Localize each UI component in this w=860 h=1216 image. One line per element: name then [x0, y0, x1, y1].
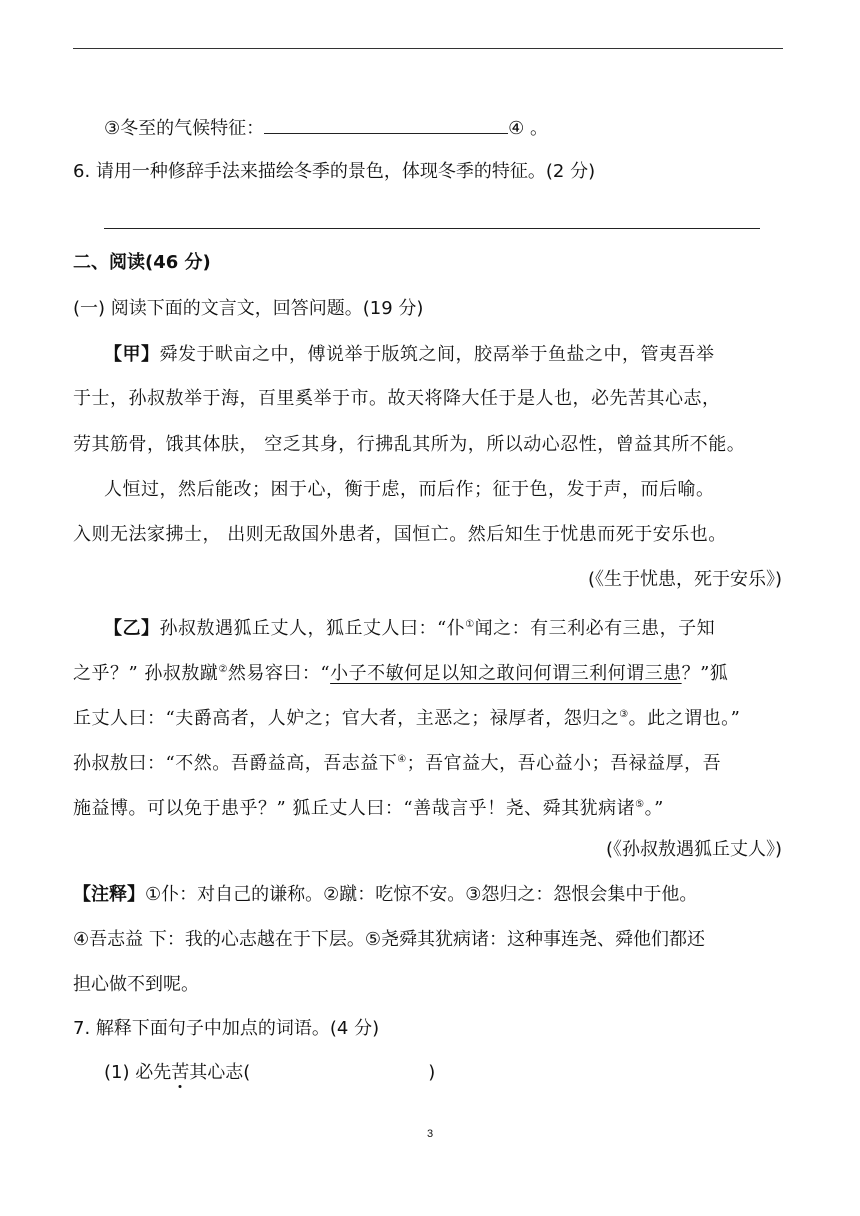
- jia-line-5: 入则无法家拂士， 出则无敌国外患者，国恒亡。然后知生于忧患而死于安乐也。: [73, 524, 727, 545]
- section-heading: 二、阅读(46 分): [73, 252, 211, 273]
- q5-item3: ③冬至的气候特征： ④ 。: [104, 115, 548, 142]
- yi-source: (《孙叔敖遇狐丘丈人》): [605, 839, 782, 860]
- underlined-sentence: 小子不敏何足以知之敢问何谓三利何谓三患: [330, 663, 682, 684]
- question-7: 7. 解释下面句子中加点的词语。(4 分): [73, 1018, 380, 1039]
- yi-line-1: 【乙】孙叔敖遇狐丘丈人，狐丘丈人曰：“仆①闻之：有三利必有三患，子知: [104, 618, 716, 639]
- emphasized-word: 苦: [171, 1062, 190, 1083]
- notes-line-2: ④吾志益 下：我的心志越在于下层。⑤尧舜其犹病诸：这种事连尧、舜他们都还: [73, 929, 705, 950]
- answer-line-q6[interactable]: [104, 228, 760, 229]
- yi-line-5: 施益博。可以免于患乎？” 狐丘丈人曰：“善哉言乎！尧、舜其犹病诸⑤。”: [73, 798, 664, 819]
- jia-source: (《生于忧患，死于安乐》): [587, 569, 782, 590]
- jia-line-2: 于士，孙叔敖举于海，百里奚举于市。故天将降大任于是人也，必先苦其心志，: [73, 388, 721, 409]
- question-7-item-1: (1) 必先苦其心志( ): [104, 1062, 436, 1083]
- part-heading: (一) 阅读下面的文言文，回答问题。(19 分): [73, 298, 424, 319]
- yi-line-4: 孙叔敖曰：“不然。吾爵益高，吾志益下④；吾官益大，吾心益小；吾禄益厚，吾: [73, 753, 722, 774]
- page-number: 3: [426, 1128, 434, 1140]
- notes-line-1: 【注释】①仆：对自己的谦称。②蹴：吃惊不安。③怨归之：怨恨会集中于他。: [73, 884, 698, 905]
- notes-line-3: 担心做不到呢。: [73, 974, 199, 995]
- yi-line-2: 之乎？” 孙叔敖蹴②然易容曰：“小子不敏何足以知之敢问何谓三利何谓三患？”狐: [73, 663, 729, 684]
- yi-line-3: 丘丈人曰：“夫爵高者，人妒之；官大者，主恶之；禄厚者，怨归之③。此之谓也。”: [73, 708, 741, 729]
- jia-line-4: 人恒过，然后能改；困于心，衡于虑，而后作；征于色，发于声，而后喻。: [104, 479, 715, 500]
- header-rule: [73, 48, 783, 49]
- jia-line-3: 劳其筋骨，饿其体肤， 空乏其身，行拂乱其所为，所以动心忍性，曾益其所不能。: [73, 434, 746, 455]
- answer-blank[interactable]: [264, 115, 508, 134]
- jia-line-1: 【甲】舜发于畎亩之中，傅说举于版筑之间，胶鬲举于鱼盐之中，管夷吾举: [104, 344, 715, 365]
- question-6: 6. 请用一种修辞手法来描绘冬季的景色，体现冬季的特征。(2 分): [73, 161, 596, 182]
